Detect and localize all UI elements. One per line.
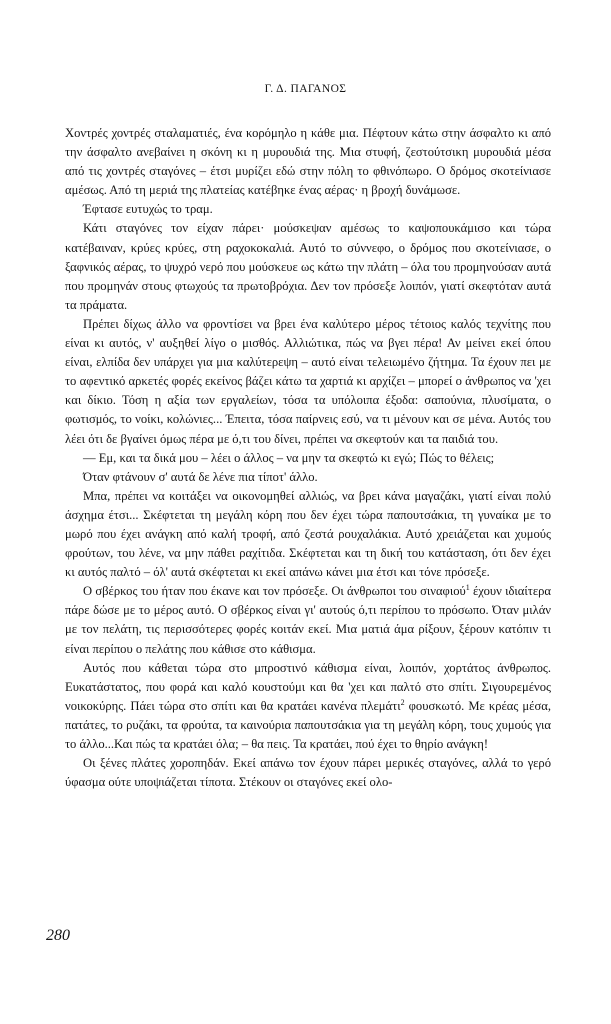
paragraph: Έφτασε ευτυχώς το τραμ. (83, 202, 213, 217)
running-header: Γ. Δ. ΠΑΓΑΝΟΣ (264, 83, 347, 95)
footnote-marker: 2 (400, 697, 405, 707)
paragraph: Πρέπει δίχως άλλο να φροντίσει να βρει ένα καλύτερο μέρος τέτοιος καλός τεχνίτης που είναι κι αυτός, ν' αυξηθεί λίγο ο μισθός. Αλλιώτικα, πώς να βγει πέρα! Αν μείνει εκεί όπου είναι, ελπίδα δεν υπάρχει για μια καλύτερεψη – αυτό είναι τελειωμένο ζήτημα. Τα έχουν πει με το αφεντικό αρκετές φορές εκείνος βάζει κάτω τα χαρτιά κι αρχίζει – μπορεί ο άνθρωπος να 'χει και δίκιο. Τόση η αξία των εργαλείων, τόσα τα υπόλοιπα έξοδα: σαπούνια, πλυσίματα, ο φωτισμός, το νοίκι, κολώνιες... Έπειτα, τόσα παίρνεις εσύ, να τι μένουν και σε μένα. Αυτός του λέει ότι δε βγαίνει όμως πέρα με ό,τι του δίνει, πρέπει να σκεφτούν και τα παιδιά του. (65, 316, 551, 446)
paragraph: Κάτι σταγόνες τον είχαν πάρει· μούσκεψαν αμέσως το καψοπουκάμισο και τώρα κατέβαιναν, κρύες κρύες, στη ραχοκοκαλιά. Αυτό το σύννεφο, ο δρόμος που σκοτείνιασε, ο ξαφνικός αέρας, το ψυχρό νερό που μούσκευε ως κάτω την πλάτη – όλα του προμηνούσαν αυτά που προμηνάν στους φτωχούς τα πρωτοβρόχια. Δεν τον πρόσεξε λοιπόν, γιατί σκεφτόταν αυτά τα πράματα. (65, 221, 551, 312)
paragraph: Οι ξένες πλάτες χοροπηδάν. Εκεί απάνω τον έχουν πάρει μερικές σταγόνες, αλλά το γερό ύφασμα ούτε υποψιάζεται τίποτα. Στέκουν οι σταγόνες εκεί ολο- (65, 756, 551, 790)
paragraph: Μπα, πρέπει να κοιτάξει να οικονομηθεί αλλιώς, να βρει κάνα μαγαζάκι, γιατί είναι πολύ άσχημα έτσι... Σκέφτεται τη μεγάλη κόρη που δεν έχει τώρα παπουτσάκια, τη γυναίκα με το μωρό που έχει ανάγκη από καλή τροφή, από ζεστά ρουχαλάκια. Αυτό χρειάζεται και χυμούς φρούτων, του λένε, να μην πάθει ραχίτιδα. Σκέφτεται και τη δική του κατάσταση, ότι δεν έχει κι αυτός παλτό – όλ' αυτά σκέφτεται κι εκεί απάνω κάνει μια έτσι και τόνε πρόσεξε. (65, 488, 551, 580)
paragraph: Όταν φτάνουν σ' αυτά δε λένε πια τίποτ' άλλο. (83, 469, 318, 484)
body-text (65, 124, 551, 792)
paragraph: — Εμ, και τα δικά μου – λέει ο άλλος – να μην τα σκεφτώ κι εγώ; Πώς το θέλεις; (83, 450, 495, 465)
paragraph: Ο σβέρκος του ήταν που έκανε και τον πρόσεξε. Οι άνθρωποι του σιναφιού$^1$ έχουν ιδιαίτερα πάρε δώσε με το μέρος αυτό. Ο σβέρκος είναι γι' αυτούς ό,τι περίπου το πρόσωπο. Όταν μιλάν με τον πελάτη, τις περισσότερες φορές κοιτάν εκεί. Μια ματιά άμα ρίξουν, ξέρουν κατόπιν τι είναι περίπου ο πελάτης που κάθισε στο κάθισμα. (65, 583, 552, 656)
paragraph: Αυτός που κάθεται τώρα στο μπροστινό κάθισμα είναι, λοιπόν, χορτάτος άνθρωπος. Ευκατάστατος, που φορά και καλό κουστούμι και θα 'χει και παλτό στο σπίτι. Σιγουρεμένος νοικοκύρης. Πάει τώρα στο σπίτι και θα κρατάει κανένα πλεμάτι$^2$ φουσκωτό. Με κρέας μέσα, πατάτες, το ρυζάκι, τα φρούτα, τα καινούρια παπουτσάκια για τη μεγάλη κόρη, τους χυμούς για το άλλο...Και πώς τα κρατάει όλα; – θα πεις. Τα κρατάει, πού έχει το θηρίο ανάγκη! (65, 660, 552, 751)
paragraph: Χοντρές χοντρές σταλαματιές, ένα κορόμηλο η κάθε μια. Πέφτουν κάτω στην άσφαλτο κι από την άσφαλτο ανεβαίνει η σκόνη κι η μυρουδιά της. Μια στυφή, ζεστούτσικη μυρουδιά μέσα από τις χοντρές σταγόνες – έτσι μυρίζει εδώ στην πόλη το φθινόπωρο. Ο δρόμος σκοτείνιασε αμέσως. Από τη μεριά της πλατείας κατέβηκε ένας αέρας· η βροχή δυνάμωσε. (65, 126, 551, 198)
footnote-marker: 1 (465, 583, 470, 593)
page-number: 280 (46, 927, 70, 944)
